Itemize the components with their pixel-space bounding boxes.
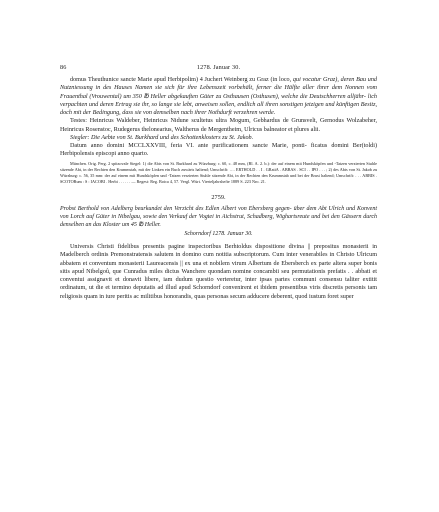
text-line: et donavit libere, iam dudum questio verteretur, inter ipsas partes communi consensu: [115, 277, 342, 284]
note-line: Vierteljahrshefte 1889 S. 223 Nro. 21.: [201, 178, 266, 184]
text-line: qui vocatur Graz), deren Bau und Nutzniessung in des Hauses Namen sie sich für ihre: [60, 77, 377, 92]
charter-paragraph: [60, 243, 377, 301]
text-line: Testes: Heinricus Waldeber, Heinricus Nidune scultetus ultra Mogum, Gebhardus de: [70, 118, 289, 125]
summary-paragraph: [60, 76, 377, 117]
text-line: Probst Berthold von Adelberg beurkundet den Verzicht des Edlen Albert von Ebersberg gegen-: [60, 205, 292, 212]
datum-paragraph: [60, 142, 377, 159]
footnote-paragraph: [60, 161, 377, 185]
running-head-date: 1278. Januar 30.: [196, 64, 241, 71]
text-line: Grunsvelt, Gernodus Wolzabeher, Heinricus Rosenstoc, Rudegerus thelonearius, Waltherus: [60, 118, 377, 133]
text-line: Vogtei in Aichstrut, Schadberg, Wighartsreute und bei den Gässern durch denselben an das: [60, 213, 377, 229]
text-line: sonstigen jetzigen und künftigen Besitz, doch mit der Bedingung, dass sie von demselben nach: [60, 101, 378, 116]
text-line: ihrer Nothdurft verzehren werde.: [194, 110, 276, 116]
charter-text: [60, 243, 377, 301]
page-number: 86: [60, 64, 67, 71]
note-line: München. Orig. Perg. 2 spitzovale Siegel: 1) die Abts von St. Burkhard zu Würzburg: c. 60, c. 48 mm,: [70, 160, 246, 166]
note-line: IPO . . . ; 2) des Abts von St. Jakob zu Würzburg: c. 56, 35 mm: der auf einem mit Hundsköpfen und -Tatzen: [60, 166, 378, 178]
text-line: Universis Christi fidelibus presentis pagine inspectoribus Berhtoldus dispositione: [70, 244, 285, 251]
text-line: quondam nomine concambii seu permutationis prefatis . . abbati et conventui assignavit: [60, 268, 377, 284]
note-line: (Bl. A. 2. b.): der auf einem mit Hundsköpfen und -Tatzen verzierten Stuhle sitzende Abt, in der Rechten den: [60, 160, 377, 172]
regest-block: [60, 205, 377, 229]
text-line: et ibidem presentibus viris discretis personis tam religiosis quam in iure peritis ac: [60, 285, 377, 300]
note-line: Umschrift: . . . ABBIS . SCOTORum : S : IACOBI . Herbi . . . . . . — Regest: Reg. Boica 4, 57. Vergl. Würt.: [60, 172, 378, 184]
text-line: cum notitia subscriptorum. Cum inter venerabiles in Christo Ulricum abbatem et: [60, 252, 377, 267]
regest-paragraph: [60, 205, 377, 229]
running-head: [60, 64, 377, 76]
place-date: Schorndorf 1278. Januar 30.: [184, 231, 253, 238]
text-line: ex parte altera super bonis sitis apud Nibelgoû, que Cunradus miles dictus Wanchere: [60, 260, 377, 275]
testes-paragraph: [60, 117, 377, 134]
text-line: über dem Abt Ulrich und Konvent von Lorch auf Güter in Nibelgau, sowie den Verkauf der: [60, 205, 378, 220]
text-line: Kloster um 45 ℔ Heller.: [102, 222, 161, 229]
document-number: 2759.: [211, 193, 226, 201]
text-line: domus Theuthunice sancte Marie apud Herbipolim) 4 Juchert Weinberg zu Graz (in loco,: [70, 77, 292, 83]
text-line: taliter extitit ordinatum, ut die et termino deputatis ad illud apud Schorndorf convenirent: [60, 277, 377, 292]
text-line: de Mergentheim, Ulricus balneator et plures alii.: [200, 126, 321, 133]
text-line: um 350 ℔ Heller abgekauften Güter zu Osthausen (Osthusen), welche die Deutschherren alljähr-: [123, 93, 366, 100]
siegler-line: Siegler: Die Aebte von St. Burkhard und des Schottenklosters zu St. Jakob.: [70, 134, 254, 141]
footnote-block: [60, 161, 377, 185]
text-line: militibus honorandis, quas personas secum adducere deberent, quod iustum foret super: [140, 293, 354, 300]
note-line: verzierten Stuhle sitzende Abt, in der Rechten den Krummstab und bei der Brust haltend;: [181, 172, 335, 178]
text-line: lich verpachten und deren Ertrag sie ihr, so lange sie lebt, anweisen sollen, endlich all ihren: [60, 93, 378, 108]
charter-summary: [60, 76, 377, 159]
text-line: ficatus domini Ber(toldi) Herbipolensis episcopi anno quarto.: [60, 143, 378, 158]
text-line: Lebenszeit vorbehält, ferner die Hälfte aller ihrer dem Nonnen vom Frauenthal (Vrouwental): [60, 85, 377, 100]
text-line: Datum anno domini MCCLXXVIII, feria VI. ante purificationem sancte Marie, ponti-: [70, 143, 307, 149]
note-line: Krummstab, mit der Linken ein Buch zuwärts haltend; Umschrift: …. ERTHOLD . . I . GRatiA . ABBAS . SCI . .: [116, 166, 311, 172]
text-line: conventum monasterii Laureacensis || ex una et nobilem virum Albertum de Ebersberch: [89, 260, 309, 267]
text-line: divina || prepositus monasterii in Madelberch ordinis Premonstratensis salutem in domino: [60, 244, 377, 259]
